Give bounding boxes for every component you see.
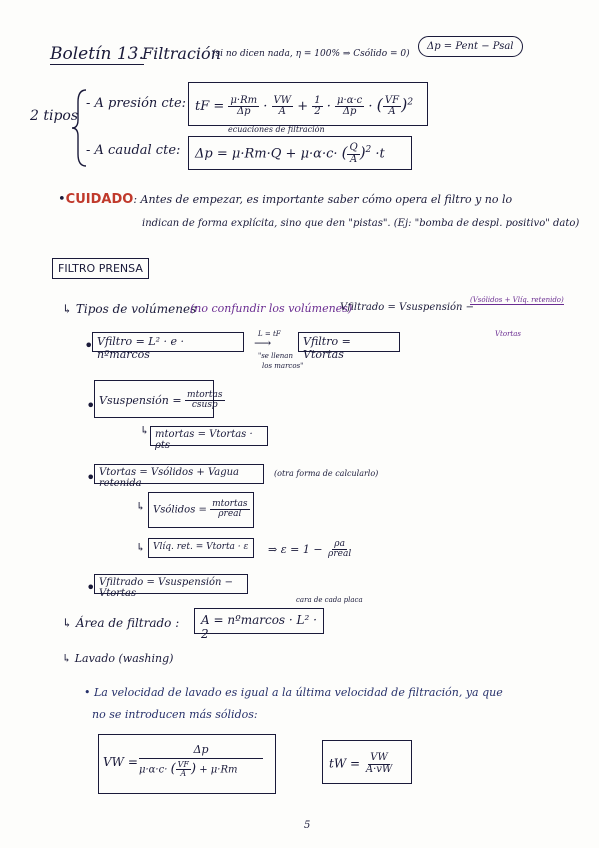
flow-term2: μ·α·c· <box>300 146 338 162</box>
warning-bullet: • <box>58 192 66 207</box>
vsuspension-box <box>94 380 223 418</box>
term3-num: 1 <box>314 94 321 106</box>
vfiltrado-box: Vfiltrado = Vsuspensión − Vtortas <box>94 574 248 594</box>
epsilon-num: ρa <box>334 539 345 549</box>
vsuspension-lhs: Vsuspensión = <box>99 393 182 407</box>
dp-lhs: Δp = <box>195 146 228 162</box>
header-note: (si no dicen nada, η = 100% ⇒ Csólido = 0) <box>212 49 410 59</box>
time-factor: ·t <box>375 146 385 162</box>
vtortas-box: Vtortas = Vsólidos + Vagua retenida <box>94 464 264 484</box>
vsolidos-lhs: Vsólidos = <box>153 504 207 516</box>
item3-note: (otra forma de calcularlo) <box>274 469 379 478</box>
warning-title: CUIDADO <box>65 192 134 207</box>
washing-line2: no se introducen más sólidos: <box>92 708 258 721</box>
plus-operator: + <box>297 99 309 114</box>
document-title: Boletín 13. <box>50 44 144 64</box>
vfiltrado-denominator: Vtortas <box>495 330 522 338</box>
vsolidos-num: mtortas <box>212 499 248 509</box>
area-label: ↳ Área de filtrado : <box>62 616 180 630</box>
term2-den: A <box>278 106 286 117</box>
vfiltrado-equation: Vfiltrado = Vsuspensión − <box>340 302 475 313</box>
mtortas-box: mtortas = Vtortas · ρts <box>150 426 268 446</box>
term4-num: μ·α·c <box>337 94 363 106</box>
pressure-drop-box: Δp = Pent − Psal <box>418 36 523 57</box>
flow-equation-box: Δp = μ·Rm·Q + μ·α·c· ( $\frac{Q}{A}$ )$^2$ ·t <box>188 136 412 170</box>
vsuspension-num: mtortas <box>187 390 223 400</box>
types-label: 2 tipos <box>30 108 79 124</box>
item1-arrow-label: L = tF <box>258 330 281 338</box>
vfiltro-box: Vfiltro = L² · e · nºmarcos <box>92 332 244 352</box>
volumes-heading: ↳ Tipos de volúmenes <box>62 302 197 316</box>
section-title: FILTRO PRENSA <box>52 258 149 279</box>
term4-den: Δp <box>342 106 357 117</box>
vsolidos-box <box>148 492 254 528</box>
washing-line1: La velocidad de lavado es igual a la última velocidad de filtración, ya que <box>94 686 503 699</box>
pressure-constant-label: - A presión cte: <box>86 96 187 111</box>
vfiltrado-numerator: (Vsólidos + Vlíq. retenido) <box>470 296 564 304</box>
dot-operator: · <box>263 99 268 114</box>
exponent: 2 <box>365 145 372 156</box>
area-formula-box: A = nºmarcos · L² · 2 <box>194 608 324 634</box>
document-subtitle: Filtración <box>142 44 221 63</box>
term3-den: 2 <box>314 106 321 117</box>
washing-velocity-box: VW = Δp μ·α·c· ( $\frac{VF}{A}$ ) + μ·Rm <box>98 734 276 794</box>
sub-arrow-icon: ↳ <box>140 424 150 437</box>
equation-caption: ecuaciones de filtración <box>228 125 325 134</box>
vw-den1: μ·α·c· <box>139 764 168 776</box>
vw-den-num: VF <box>177 760 189 769</box>
arrow-right-icon: ⟶ <box>254 336 272 350</box>
vfiltro-result-box: Vfiltro = Vtortas <box>298 332 400 352</box>
q-den: A <box>349 153 358 165</box>
dot-operator: · <box>326 99 331 114</box>
term5-num: VF <box>384 94 400 106</box>
epsilon-lhs: ⇒ ε = 1 − <box>268 542 323 556</box>
warning-line1: : Antes de empezar, es importante saber cómo opera el filtro y no lo <box>133 193 513 206</box>
tw-num: VW <box>370 752 388 763</box>
vsolidos-den: ρreal <box>218 509 242 520</box>
sub-arrow-icon: ↳ <box>136 500 146 513</box>
page-number: 5 <box>304 820 311 831</box>
filtration-equation-box: tF = $\frac{\mu\cdot Rm}{\Delta p}$ · $\frac{VW}{A}$ + $\frac{1}{2}$ · $\frac{\mu\cdot\alpha\cdot c}{\Delta p}$ · ( $\frac{VF}{A}$ )$^2$ <box>188 82 428 126</box>
vw-den-den: A <box>180 769 187 779</box>
dot-operator: · <box>368 99 373 114</box>
item1-note1: "se llenan <box>258 352 293 360</box>
washing-heading: ↳ Lavado (washing) <box>62 652 174 665</box>
item1-note2: los marcos" <box>262 362 304 370</box>
tw-lhs: tW = <box>329 756 361 771</box>
term1-den: Δp <box>236 106 251 117</box>
term5-den: A <box>388 106 396 117</box>
area-note: cara de cada placa <box>296 596 363 604</box>
term2-num: VW <box>273 94 292 106</box>
term1-num: μ·Rm <box>230 94 258 106</box>
washing-bullet: • <box>84 686 91 699</box>
plus-operator: + <box>285 146 297 162</box>
vw-lhs: VW = <box>103 755 138 769</box>
warning-line2: indican de forma explícita, sino que den "pistas". (Ej: "bomba de despl. positivo" dato) <box>142 218 580 229</box>
epsilon-den: ρreal <box>328 549 352 560</box>
exponent: 2 <box>407 97 414 108</box>
washing-time-box <box>322 740 412 784</box>
q-num: Q <box>349 142 358 153</box>
vw-num: Δp <box>139 743 263 759</box>
vw-den2: + μ·Rm <box>199 764 238 776</box>
tw-den: A·vW <box>365 763 393 775</box>
sub-arrow-icon: ↳ <box>136 541 146 554</box>
volumes-heading-note: (no confundir los volúmenes) <box>190 302 353 315</box>
vliq-ret-box: Vlíq. ret. = Vtorta · ε <box>148 538 254 558</box>
tf-lhs: tF = <box>195 99 225 114</box>
vsuspension-den: csusp <box>191 400 218 411</box>
flow-constant-label: - A caudal cte: <box>86 143 181 158</box>
flow-term1: μ·Rm·Q <box>231 146 282 162</box>
